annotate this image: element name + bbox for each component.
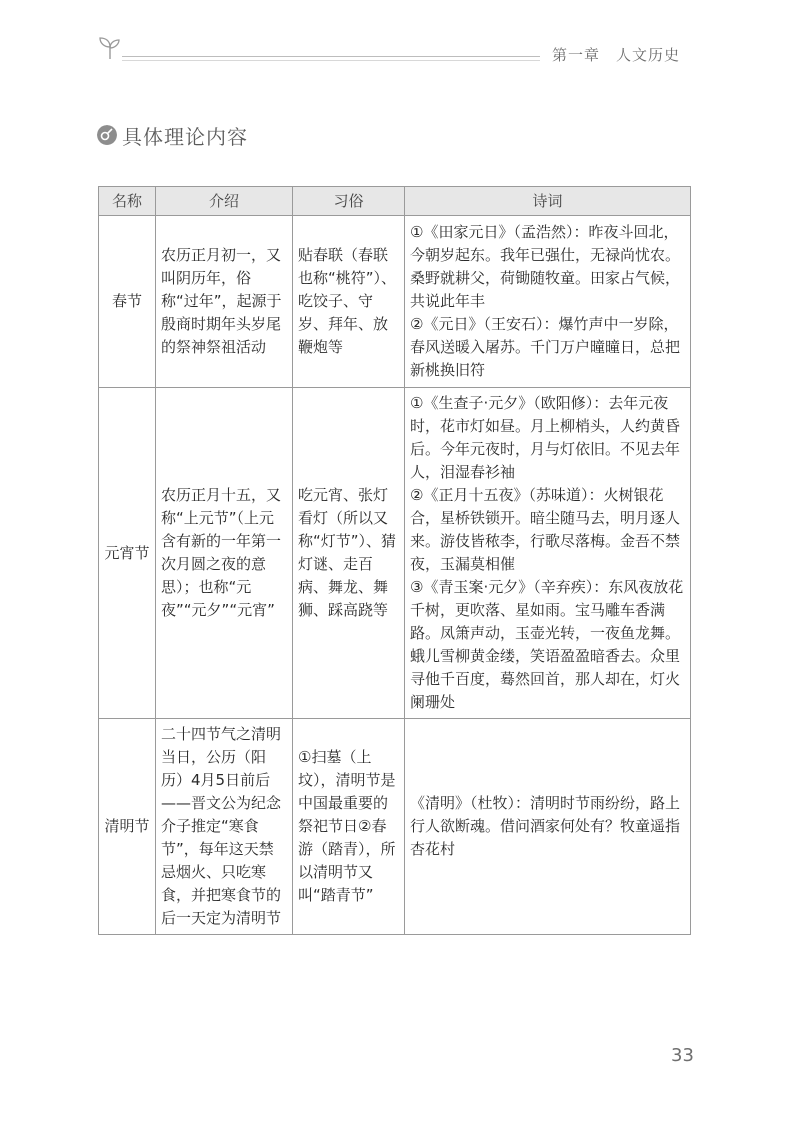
table-row-spring-festival bbox=[99, 216, 691, 388]
festival-customs: 贴春联（春联也称“桃符”）、吃饺子、守岁、拜年、放鞭炮等 bbox=[293, 216, 405, 388]
chapter-number: 第一章 bbox=[552, 46, 601, 64]
poem-item: ①《田家元日》（孟浩然）：昨夜斗回北，今朝岁起东。我年已强仕，无禄尚忧农。桑野就耕父，荷锄随牧童。田家占气候，共说此年丰 bbox=[410, 223, 681, 310]
section-title: 具体理论内容 bbox=[122, 125, 248, 149]
poem-item: ②《正月十五夜》（苏味道）：火树银花合，星桥铁锁开。暗尘随马去，明月逐人来。游伎皆秾李，行歌尽落梅。金吾不禁夜，玉漏莫相催 bbox=[410, 486, 681, 573]
festival-table bbox=[98, 186, 691, 935]
chapter-heading bbox=[552, 44, 680, 65]
festival-customs: ①扫墓（上坟），清明节是中国最重要的祭祀节日②春游（踏青），所以清明节又叫“踏青节” bbox=[293, 719, 405, 935]
festival-poems bbox=[405, 719, 691, 935]
table-header-row bbox=[99, 187, 691, 216]
poem-item: ①《生查子·元夕》（欧阳修）：去年元夜时，花市灯如昼。月上柳梢头，人约黄昏后。今年元夜时，月与灯依旧。不见去年人，泪湿春衫袖 bbox=[410, 394, 681, 481]
festival-name: 春节 bbox=[99, 216, 156, 388]
page-number: 33 bbox=[671, 1045, 694, 1066]
festival-name: 元宵节 bbox=[99, 388, 156, 719]
festival-intro: 二十四节气之清明当日，公历（阳历）4月5日前后——晋文公为纪念介子推定“寒食节”，每年这天禁忌烟火、只吃寒食，并把寒食节的后一天定为清明节 bbox=[156, 719, 293, 935]
festival-intro: 农历正月十五，又称“上元节”（上元含有新的一年第一次月圆之夜的意思）；也称“元夜”“元夕”“元宵” bbox=[156, 388, 293, 719]
header-poems: 诗词 bbox=[405, 187, 691, 216]
header-name: 名称 bbox=[99, 187, 156, 216]
table-row-qingming-festival bbox=[99, 719, 691, 935]
table-row-lantern-festival bbox=[99, 388, 691, 719]
festival-name: 清明节 bbox=[99, 719, 156, 935]
header-rule bbox=[122, 56, 540, 57]
festival-customs: 吃元宵、张灯看灯（所以又称“灯节”）、猜灯谜、走百病、舞龙、舞狮、踩高跷等 bbox=[293, 388, 405, 719]
header-intro: 介绍 bbox=[156, 187, 293, 216]
festival-intro: 农历正月初一，又叫阴历年，俗称“过年”，起源于殷商时期年头岁尾的祭神祭祖活动 bbox=[156, 216, 293, 388]
header-customs: 习俗 bbox=[293, 187, 405, 216]
poem-item: ③《青玉案·元夕》（辛弃疾）：东风夜放花千树，更吹落、星如雨。宝马雕车香满路。凤箫声动，玉壶光转，一夜鱼龙舞。蛾儿雪柳黄金缕，笑语盈盈暗香去。众里寻他千百度，蓦然回首，那人却在，灯火阑珊处 bbox=[410, 578, 684, 711]
poem-item: 《清明》（杜牧）：清明时节雨纷纷，路上行人欲断魂。借问酒家何处有？牧童遥指杏花村 bbox=[410, 794, 681, 858]
festival-poems bbox=[405, 216, 691, 388]
chapter-title: 人文历史 bbox=[616, 46, 681, 64]
sprout-icon bbox=[96, 33, 124, 61]
festival-poems bbox=[405, 388, 691, 719]
header-rule-secondary bbox=[122, 60, 540, 61]
section-bullet-icon bbox=[97, 125, 117, 145]
poem-item: ②《元日》（王安石）：爆竹声中一岁除，春风送暖入屠苏。千门万户曈曈日，总把新桃换旧符 bbox=[410, 315, 681, 379]
